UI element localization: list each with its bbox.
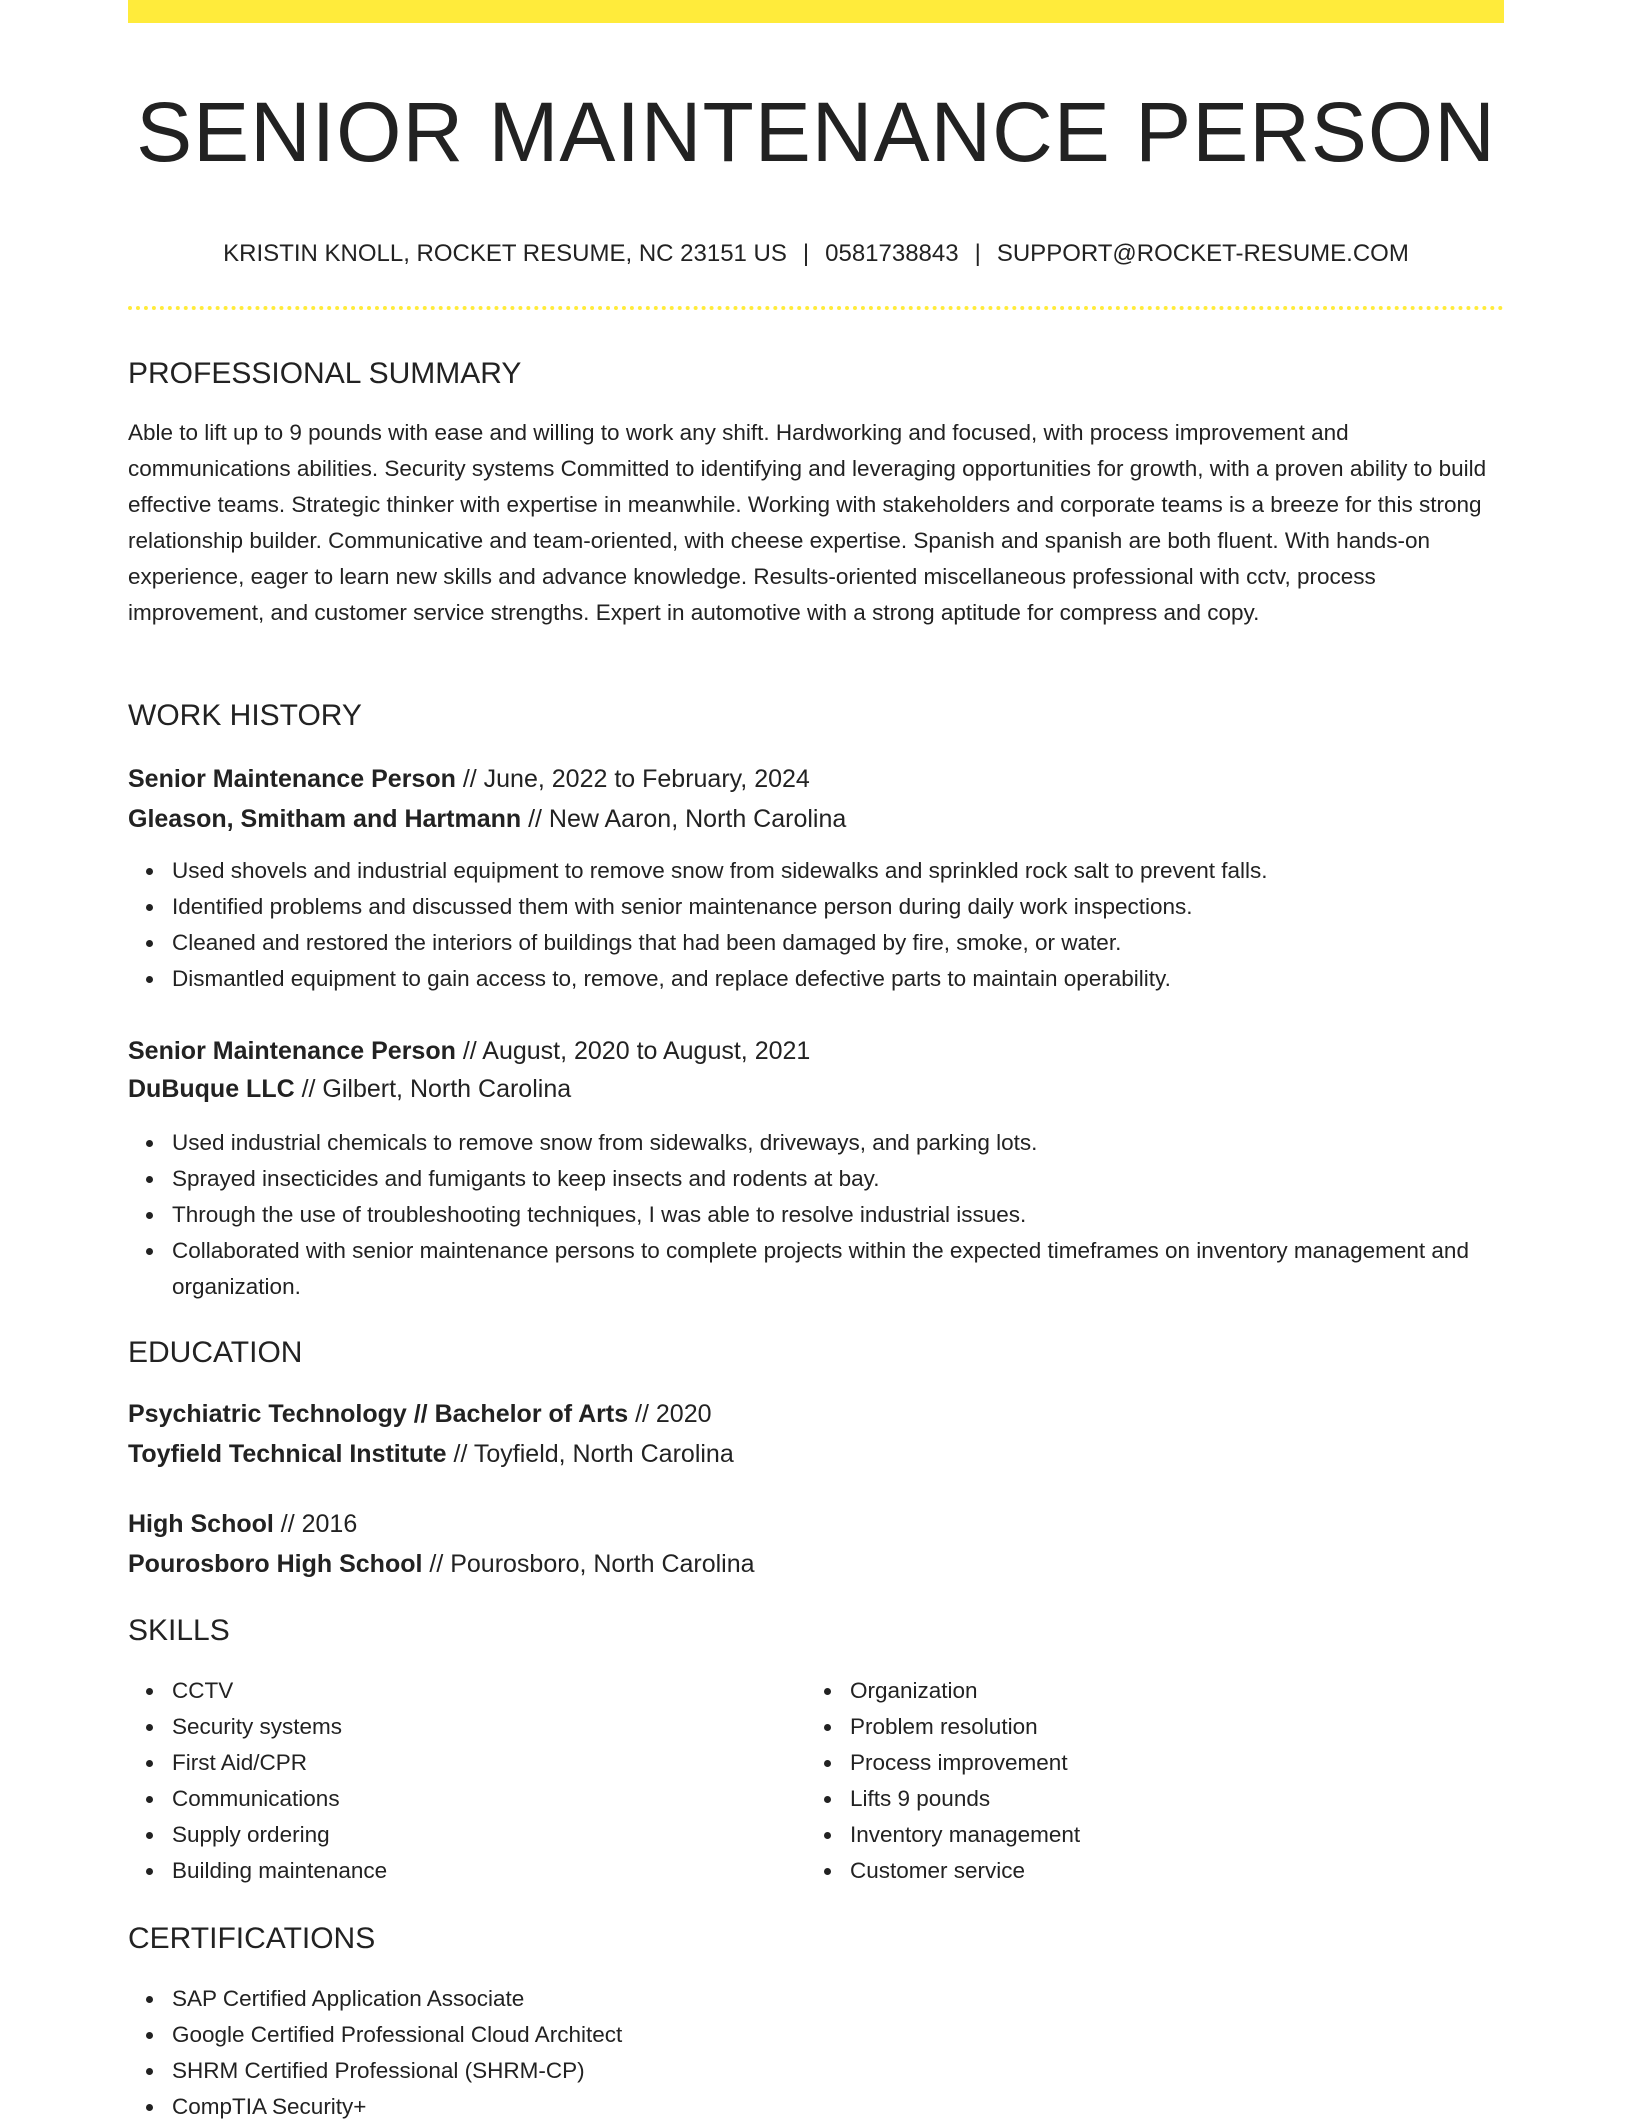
list-item: Inventory management [850, 1817, 1470, 1853]
contact-phone: 0581738843 [825, 240, 959, 267]
contact-line [128, 236, 1504, 272]
education-degree: Psychiatric Technology // Bachelor of Arts [128, 1400, 629, 1428]
contact-email: SUPPORT@ROCKET-RESUME.COM [996, 240, 1409, 267]
list-item: SHRM Certified Professional (SHRM-CP) [172, 2053, 1172, 2089]
job-company: Gleason, Smitham and Hartmann [128, 805, 522, 833]
list-item: CompTIA Security+ [172, 2089, 1172, 2125]
list-item: Dismantled equipment to gain access to, remove, and replace defective parts to maintain operability. [172, 961, 1504, 997]
list-item: Through the use of troubleshooting techniques, I was able to resolve industrial issues. [172, 1197, 1504, 1233]
list-item: Building maintenance [172, 1853, 792, 1889]
contact-separator: | [802, 240, 810, 267]
education-school-line [128, 1544, 755, 1584]
list-item: Cleaned and restored the interiors of buildings that had been damaged by fire, smoke, or water. [172, 925, 1504, 961]
list-item: Collaborated with senior maintenance persons to complete projects within the expected timeframes on inventory management and organization. [172, 1233, 1504, 1305]
job-bullets [128, 1125, 1504, 1305]
header-divider [128, 306, 1504, 310]
list-item: Process improvement [850, 1745, 1470, 1781]
education-degree-line [128, 1504, 357, 1544]
list-item: Problem resolution [850, 1709, 1470, 1745]
certifications-heading: CERTIFICATIONS [128, 1922, 376, 1955]
skills-list-left [128, 1673, 792, 1889]
job-location: // New Aaron, North Carolina [521, 805, 847, 833]
job-title: Senior Maintenance Person [128, 765, 456, 793]
list-item: Lifts 9 pounds [850, 1781, 1470, 1817]
education-location: // Pourosboro, North Carolina [422, 1550, 755, 1578]
contact-address: KRISTIN KNOLL, ROCKET RESUME, NC 23151 US [223, 240, 787, 267]
list-item: Customer service [850, 1853, 1470, 1889]
job-dates: // August, 2020 to August, 2021 [455, 1037, 811, 1065]
list-item: SAP Certified Application Associate [172, 1981, 1172, 2017]
education-year: // 2020 [628, 1400, 712, 1428]
work-history-heading: WORK HISTORY [128, 699, 362, 732]
education-degree-line [128, 1394, 712, 1434]
job-company-line [128, 799, 846, 839]
job-title: Senior Maintenance Person [128, 1037, 456, 1065]
list-item: Google Certified Professional Cloud Architect [172, 2017, 1172, 2053]
education-school: Toyfield Technical Institute [128, 1440, 447, 1468]
top-accent-bar [128, 0, 1504, 23]
list-item: Used shovels and industrial equipment to remove snow from sidewalks and sprinkled rock salt to prevent falls. [172, 853, 1504, 889]
summary-heading: PROFESSIONAL SUMMARY [128, 357, 522, 390]
certifications-list [128, 1981, 1172, 2125]
education-heading: EDUCATION [128, 1336, 303, 1369]
list-item: Supply ordering [172, 1817, 792, 1853]
job-location: // Gilbert, North Carolina [294, 1075, 572, 1103]
job-title-line [128, 1031, 810, 1071]
education-degree: High School [128, 1510, 274, 1538]
job-bullets [128, 853, 1504, 997]
list-item: Communications [172, 1781, 792, 1817]
skills-list-right [806, 1673, 1470, 1889]
list-item: First Aid/CPR [172, 1745, 792, 1781]
job-company: DuBuque LLC [128, 1075, 295, 1103]
education-school-line [128, 1434, 734, 1474]
skills-heading: SKILLS [128, 1614, 230, 1647]
summary-text: Able to lift up to 9 pounds with ease and willing to work any shift. Hardworking and focused, with process improvement and communications abilities. Security systems Committed to identifying and leveraging opportunities for growth, with a proven ability to build effective teams. Strategic thinker with expertise in meanwhile. Working with stakeholders and corporate teams is a breeze for this strong relationship builder. Communicative and team-oriented, with cheese expertise. Spanish and spanish are both fluent. With hands-on experience, eager to learn new skills and advance knowledge. Results-oriented miscellaneous professional with cctv, process improvement, and customer service strengths. Expert in automotive with a strong aptitude for compress and copy. [128, 420, 1487, 625]
job-dates: // June, 2022 to February, 2024 [455, 765, 810, 793]
education-location: // Toyfield, North Carolina [446, 1440, 734, 1468]
list-item: Organization [850, 1673, 1470, 1709]
job-company-line [128, 1069, 571, 1109]
list-item: Identified problems and discussed them with senior maintenance person during daily work inspections. [172, 889, 1504, 925]
list-item: Used industrial chemicals to remove snow from sidewalks, driveways, and parking lots. [172, 1125, 1504, 1161]
job-title-line [128, 759, 810, 799]
list-item: CCTV [172, 1673, 792, 1709]
education-year: // 2016 [273, 1510, 358, 1538]
contact-separator: | [974, 240, 981, 267]
list-item: Sprayed insecticides and fumigants to keep insects and rodents at bay. [172, 1161, 1504, 1197]
resume-title: SENIOR MAINTENANCE PERSON [136, 85, 1496, 179]
list-item: Security systems [172, 1709, 792, 1745]
education-school: Pourosboro High School [128, 1550, 423, 1578]
